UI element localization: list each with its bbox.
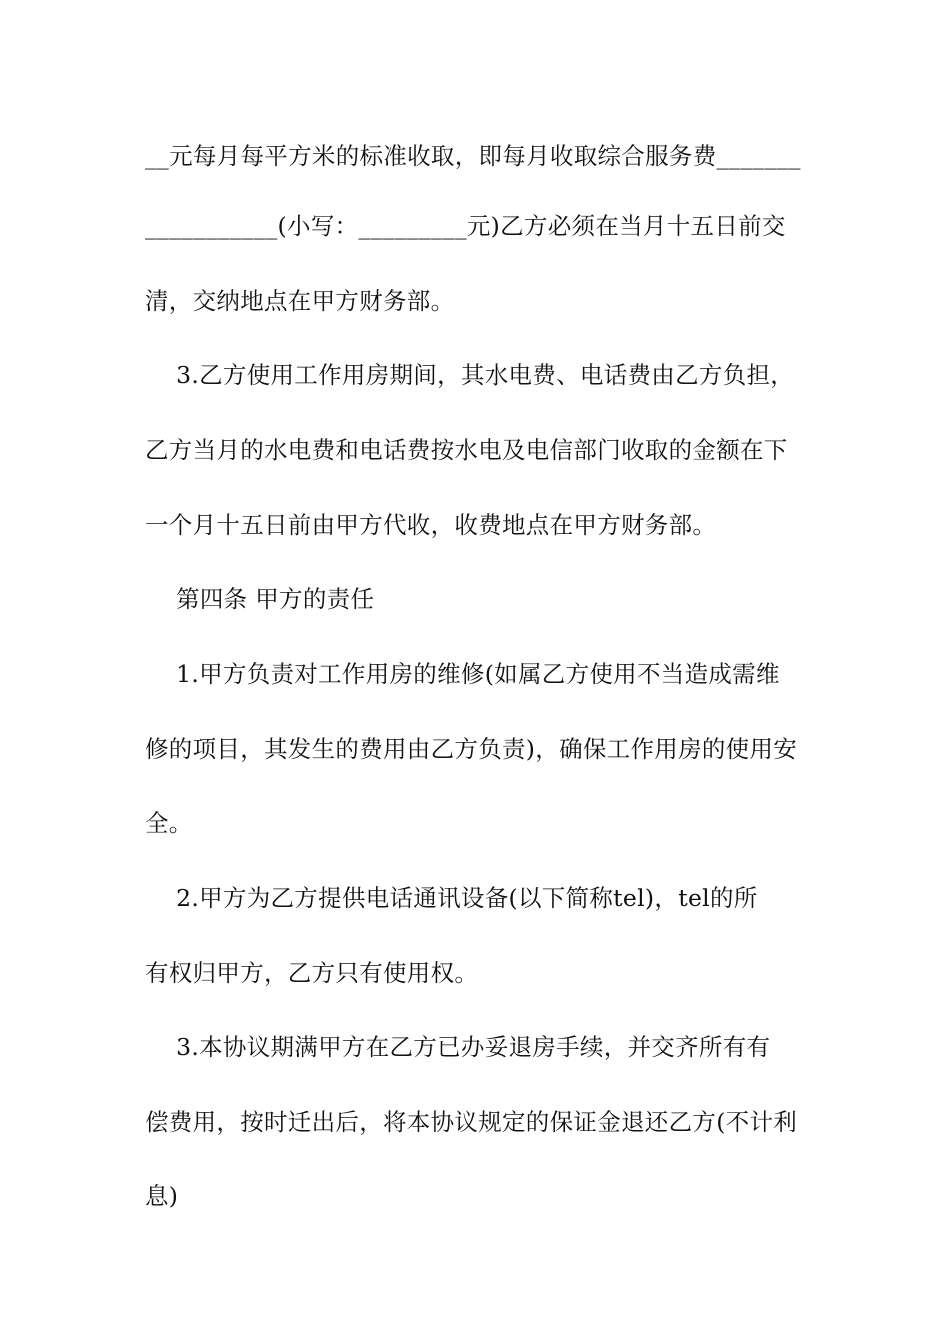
text-line: 偿费用，按时迁出后，将本协议规定的保证金退还乙方(不计利 <box>145 1108 798 1136</box>
text-line: ___________(小写：_________元)乙方必须在当月十五日前交 <box>145 212 786 240</box>
text-line: 全。 <box>145 809 193 837</box>
text-line: 乙方当月的水电费和电话费按水电及电信部门收取的金额在下 <box>145 436 788 464</box>
text-line: __元每月每平方米的标准收取，即每月收取综合服务费_______ <box>145 142 801 170</box>
text-line: 修的项目，其发生的费用由乙方负责)，确保工作用房的使用安 <box>145 735 798 763</box>
text-line: 息) <box>145 1182 179 1210</box>
text-line: 3.乙方使用工作用房期间，其水电费、电话费由乙方负担， <box>145 361 795 389</box>
text-line: 3.本协议期满甲方在乙方已办妥退房手续，并交齐所有有 <box>145 1033 771 1061</box>
text-line: 一个月十五日前由甲方代收，收费地点在甲方财务部。 <box>145 511 717 539</box>
section-heading: 第四条 甲方的责任 <box>145 585 375 613</box>
text-line: 清，交纳地点在甲方财务部。 <box>145 287 455 315</box>
text-line: 有权归甲方，乙方只有使用权。 <box>145 959 479 987</box>
text-line: 2.甲方为乙方提供电话通讯设备(以下简称tel)，tel的所 <box>145 884 758 912</box>
text-line: 1.甲方负责对工作用房的维修(如属乙方使用不当造成需维 <box>145 660 780 688</box>
